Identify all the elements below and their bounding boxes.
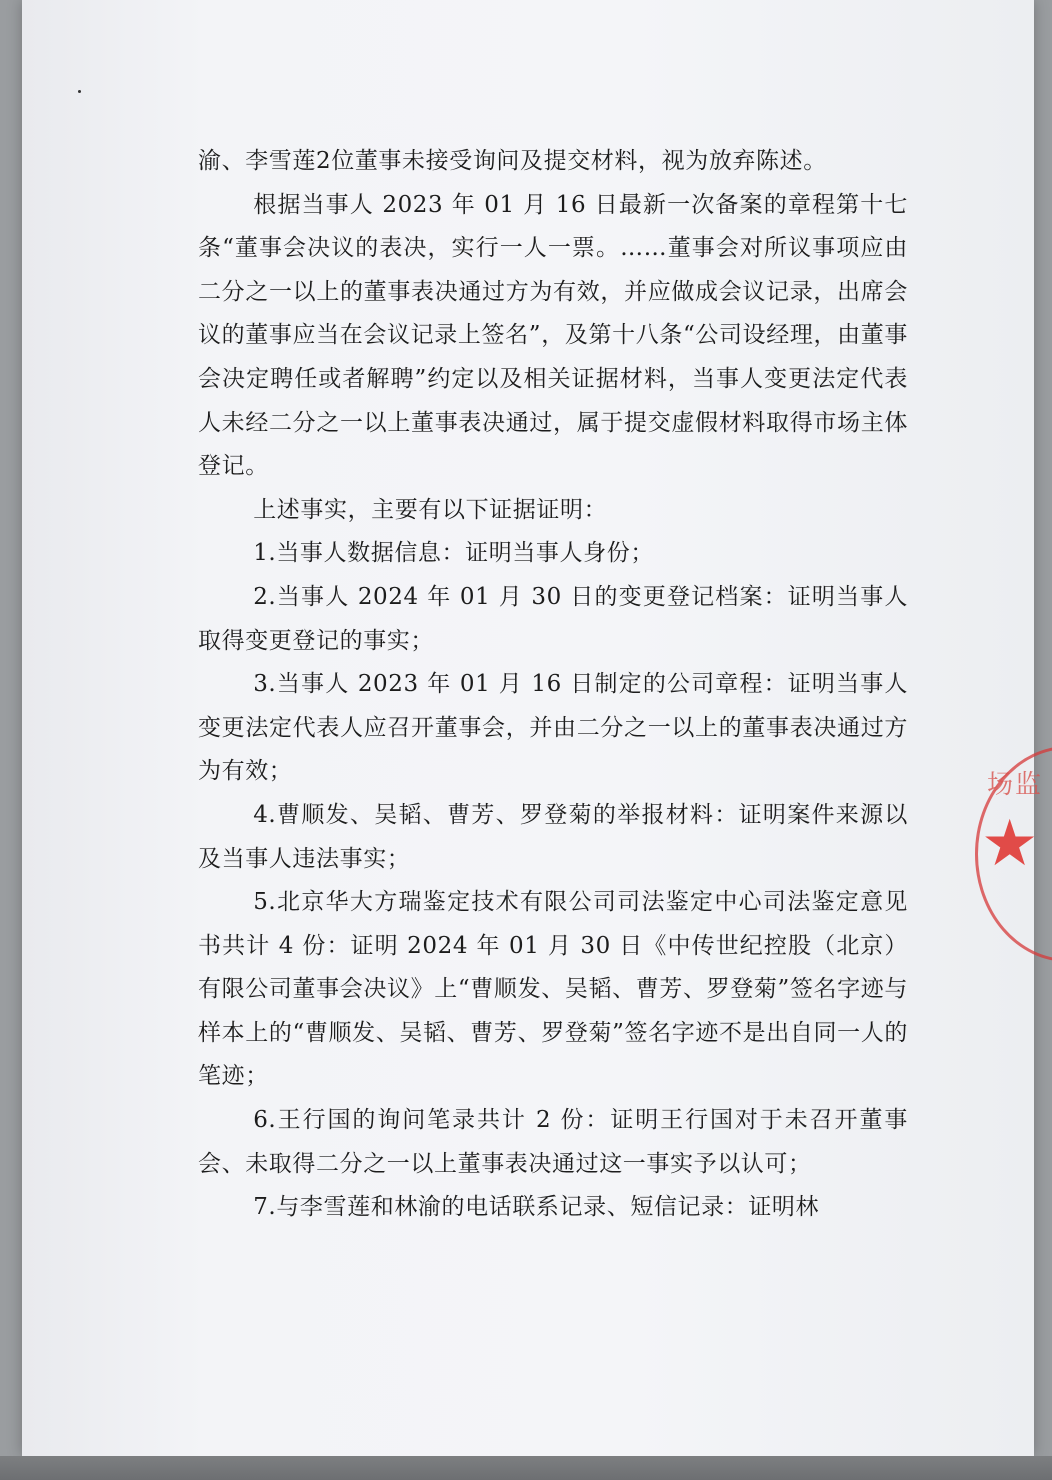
seal-text: 场监 xyxy=(987,770,1044,800)
desk-background xyxy=(0,1456,1052,1480)
evidence-item-3: 3.当事人 2023 年 01 月 16 日制定的公司章程：证明当事人变更法定代表人应召开董事会，并由二分之一以上的董事表决通过方为有效； xyxy=(198,671,908,785)
evidence-item-7: 7.与李雪莲和林渝的电话联系记录、短信记录：证明林 xyxy=(253,1194,820,1221)
paragraph-continuation: 渝、李雪莲2位董事未接受询问及提交材料，视为放弃陈述。 xyxy=(198,148,827,174)
paper-sheet xyxy=(22,0,1034,1456)
ink-dot xyxy=(78,90,81,93)
star-icon: ★ xyxy=(981,807,1039,881)
document-body xyxy=(198,140,908,1230)
official-seal xyxy=(965,738,1052,968)
evidence-item-4: 4.曹顺发、吴韬、曹芳、罗登菊的举报材料：证明案件来源以及当事人违法事实； xyxy=(198,801,908,872)
evidence-item-2: 2.当事人 2024 年 01 月 30 日的变更登记档案：证明当事人取得变更登记的事实； xyxy=(198,583,908,654)
paragraph-legal-basis: 根据当事人 2023 年 01 月 16 日最新一次备案的章程第十七条“董事会决议的表决，实行一人一票。……董事会对所议事项应由二分之一以上的董事表决通过方为有效，并应做成会议记录，出席会议的董事应当在会议记录上签名”，及第十八条“公司设经理，由董事会决定聘任或者解聘”约定以及相关证据材料，当事人变更法定代表人未经二分之一以上董事表决通过，属于提交虚假材料取得市场主体登记。 xyxy=(198,191,908,480)
evidence-item-5: 5.北京华大方瑞鉴定技术有限公司司法鉴定中心司法鉴定意见书共计 4 份：证明 2024 年 01 月 30 日《中传世纪控股（北京）有限公司董事会决议》上“曹顺发、吴韬、曹芳、罗登菊”签名字迹与样本上的“曹顺发、吴韬、曹芳、罗登菊”签名字迹不是出自同一人的笔迹； xyxy=(198,889,908,1090)
paragraph-evidence-intro: 上述事实，主要有以下证据证明： xyxy=(253,496,608,523)
evidence-item-6: 6.王行国的询问笔录共计 2 份：证明王行国对于未召开董事会、未取得二分之一以上董事表决通过这一事实予以认可； xyxy=(198,1107,908,1177)
evidence-item-1: 1.当事人数据信息：证明当事人身份； xyxy=(253,540,654,567)
